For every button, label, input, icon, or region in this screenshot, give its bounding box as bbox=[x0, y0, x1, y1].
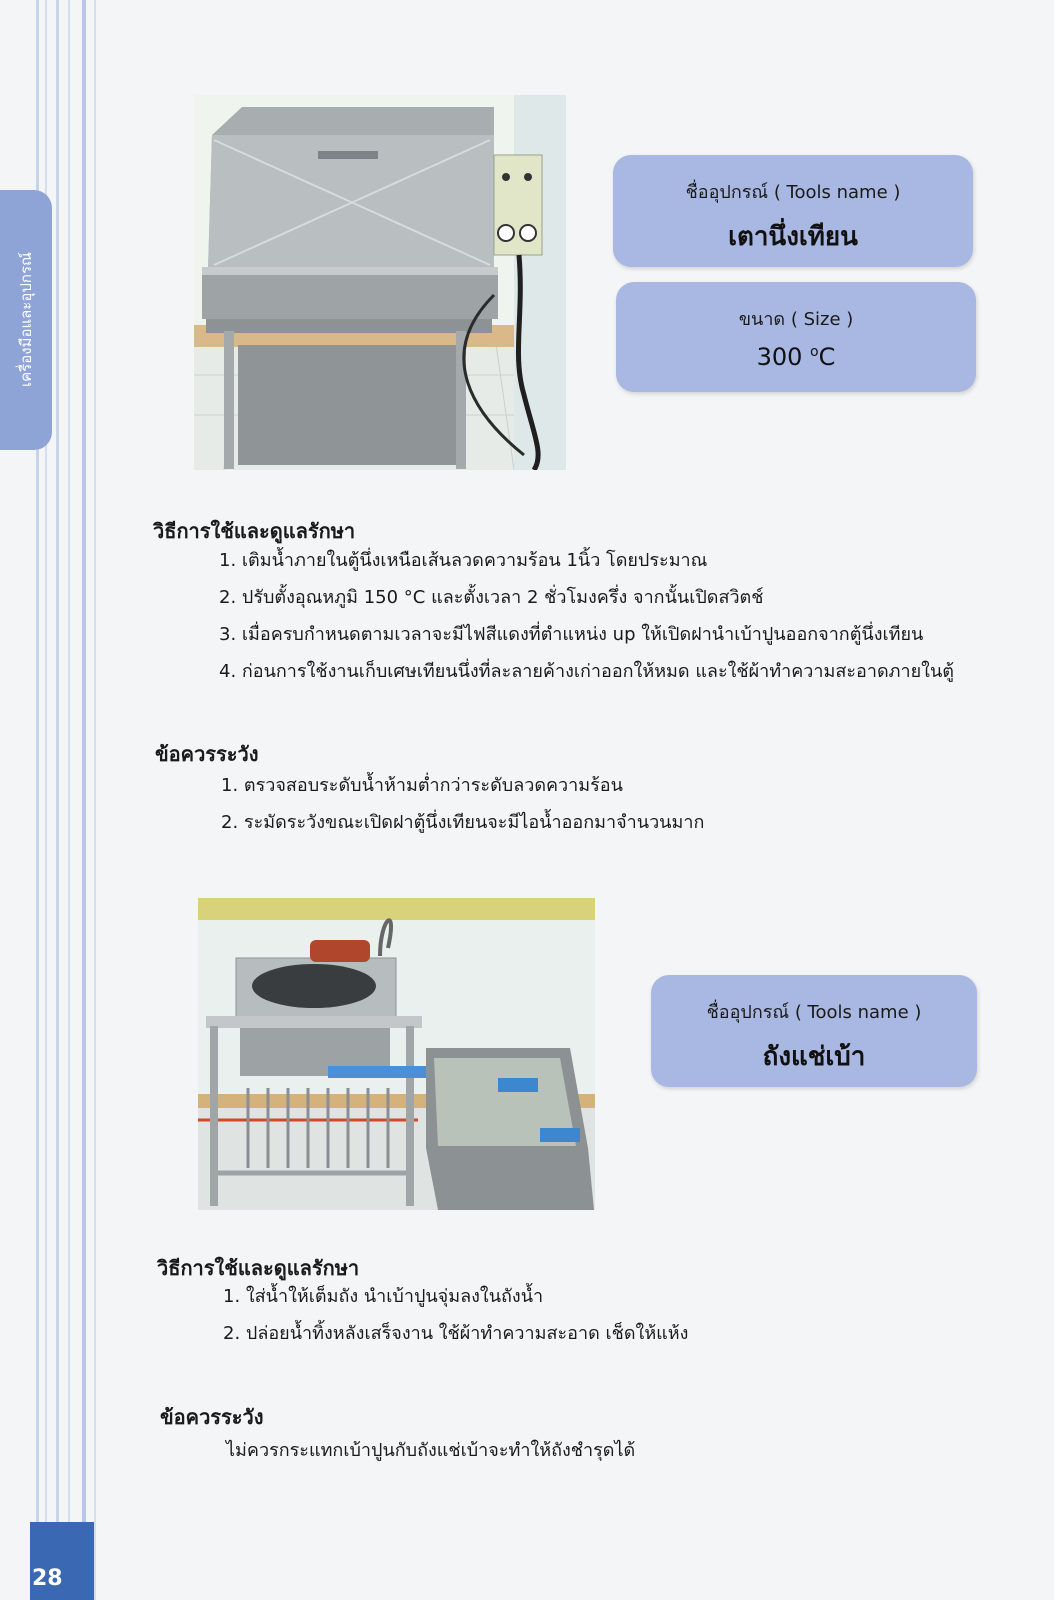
list-item: 1. เติมน้ำภายในตู้นึ่งเหนือเส้นลวดความร้อน 1นิ้ว โดยประมาณ bbox=[219, 550, 708, 571]
page-number: 28 bbox=[32, 1566, 63, 1591]
list-item: 2. ปรับตั้งอุณหภูมิ 150 °C และตั้งเวลา 2 ชั่วโมงครึ่ง จากนั้นเปิดสวิตช์ bbox=[219, 587, 764, 608]
tool2-caution-text: ไม่ควรกระแทกเบ้าปูนกับถังแช่เบ้าจะทำให้ถังชำรุดได้ bbox=[226, 1440, 636, 1461]
tool1-size-label: ขนาด ( Size ) bbox=[738, 309, 854, 330]
margin-stripe bbox=[94, 0, 96, 1600]
list-item: 3. เมื่อครบกำหนดตามเวลาจะมีไฟสีแดงที่ตำแหน่ง up ให้เปิดฝานำเบ้าปูนออกจากตู้นึ่งเทียน bbox=[219, 624, 924, 645]
list-item: 2. ปล่อยน้ำทิ้งหลังเสร็จงาน ใช้ผ้าทำความสะอาด เช็ดให้แห้ง bbox=[223, 1323, 689, 1344]
margin-stripe bbox=[56, 0, 59, 1600]
tool1-size-box bbox=[616, 282, 976, 392]
tool1-size-degree: o bbox=[810, 344, 819, 360]
tool1-size-unit: C bbox=[818, 343, 836, 371]
soaking-tank-photo bbox=[198, 898, 595, 1210]
tool2-usage-list bbox=[223, 1278, 688, 1352]
tool2-caution-heading: ข้อควรระวัง bbox=[160, 1405, 264, 1429]
tool1-caution-heading: ข้อควรระวัง bbox=[155, 742, 259, 766]
tool1-size-value bbox=[616, 343, 976, 371]
tool2-usage-heading: วิธีการใช้และดูแลรักษา bbox=[157, 1256, 360, 1280]
tool2-name: ถังแช่เบ้า bbox=[762, 1042, 866, 1072]
list-item: 1. ใส่น้ำให้เต็มถัง นำเบ้าปูนจุ่มลงในถังน้ำ bbox=[223, 1286, 544, 1307]
margin-stripe bbox=[68, 0, 70, 1600]
chapter-side-tab-label: เครื่องมือและอุปกรณ์ bbox=[17, 252, 35, 388]
list-item: 4. ก่อนการใช้งานเก็บเศษเทียนนึ่งที่ละลายค้างเก่าออกให้หมด และใช้ผ้าทำความสะอาดภายในตู้ bbox=[219, 661, 954, 682]
tool1-size-number: 300 bbox=[756, 343, 803, 371]
tool1-name-label: ชื่ออุปกรณ์ ( Tools name ) bbox=[685, 182, 901, 203]
tool1-name-box bbox=[613, 155, 973, 267]
tool2-name-label: ชื่ออุปกรณ์ ( Tools name ) bbox=[706, 1002, 922, 1023]
tool1-name: เตานึ่งเทียน bbox=[728, 222, 858, 252]
margin-stripe bbox=[82, 0, 86, 1600]
tool1-caution-list bbox=[221, 767, 704, 841]
tool2-name-box bbox=[651, 975, 977, 1087]
list-item: 2. ระมัดระวังขณะเปิดฝาตู้นึ่งเทียนจะมีไอน้ำออกมาจำนวนมาก bbox=[221, 812, 705, 833]
list-item: 1. ตรวจสอบระดับน้ำห้ามต่ำกว่าระดับลวดความร้อน bbox=[221, 775, 623, 796]
tool1-usage-heading: วิธีการใช้และดูแลรักษา bbox=[153, 519, 356, 543]
tool1-usage-list bbox=[219, 542, 954, 690]
wax-steamer-photo bbox=[194, 95, 566, 470]
